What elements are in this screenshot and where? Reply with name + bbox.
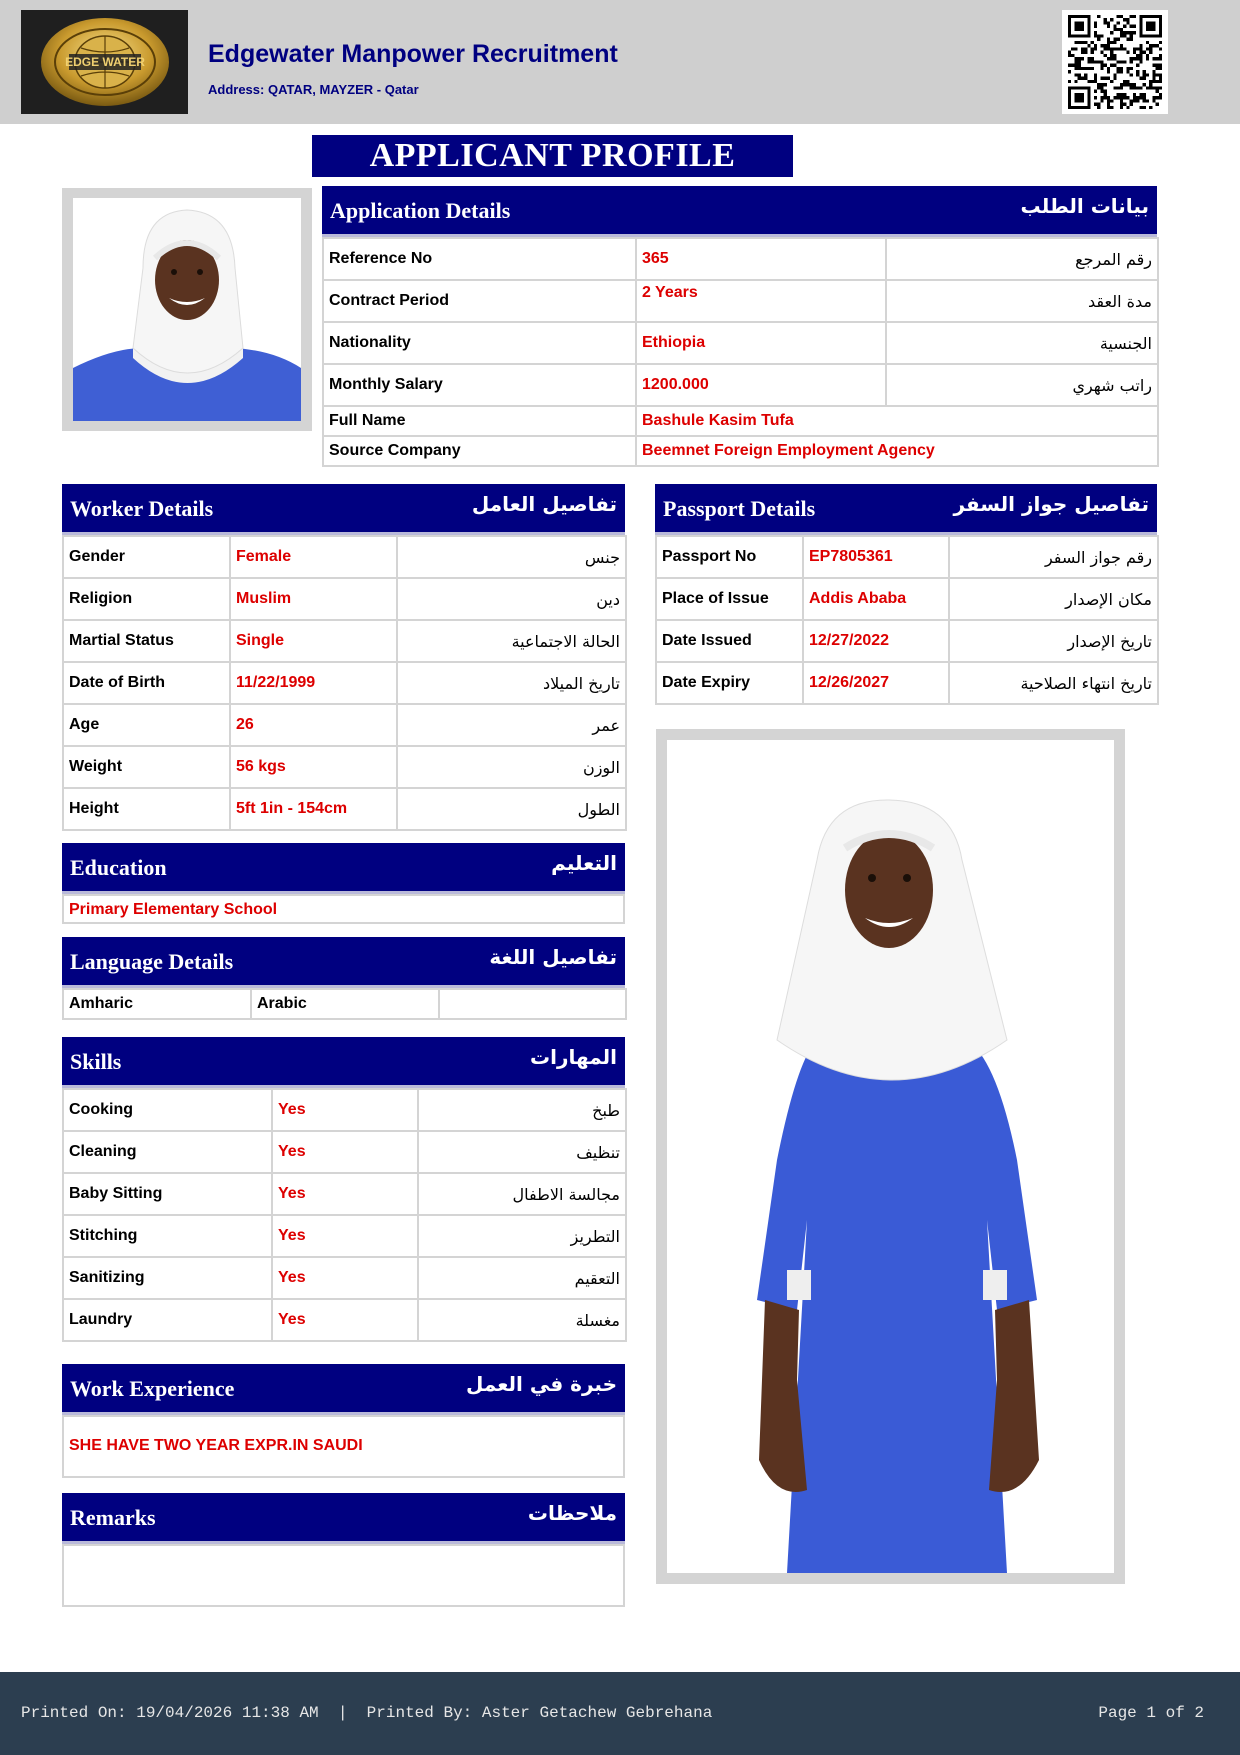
application-details-title-ar: بيانات الطلب (1020, 194, 1149, 218)
skill-value: Yes (272, 1173, 418, 1215)
place-of-issue-label: Place of Issue (656, 578, 803, 620)
age-value: 26 (230, 704, 397, 746)
passport-details-title-ar: تفاصيل جواز السفر (953, 492, 1149, 516)
table-row (63, 704, 626, 746)
contract-period-label: Contract Period (323, 280, 636, 322)
date-issued-label-ar: تاريخ الإصدار (949, 620, 1158, 662)
skill-label-ar: التطريز (418, 1215, 626, 1257)
worker-details-title: Worker Details (70, 496, 214, 521)
table-row (63, 1131, 626, 1173)
skills-table (62, 1088, 627, 1342)
source-company-value: Beemnet Foreign Employment Agency (636, 436, 1158, 466)
applicant-full-photo (667, 740, 1114, 1573)
skill-label-ar: التعقيم (418, 1257, 626, 1299)
table-row (63, 1257, 626, 1299)
skill-label: Laundry (63, 1299, 272, 1341)
qr-code[interactable] (1062, 10, 1168, 114)
date-expiry-value: 12/26/2027 (803, 662, 949, 704)
weight-value: 56 kgs (230, 746, 397, 788)
religion-label-ar: دين (397, 578, 626, 620)
skill-value: Yes (272, 1299, 418, 1341)
passport-no-label-ar: رقم جواز السفر (949, 536, 1158, 578)
remarks-header (62, 1493, 625, 1544)
education-title-ar: التعليم (551, 851, 617, 875)
skill-value: Yes (272, 1215, 418, 1257)
table-row (656, 662, 1158, 704)
skill-label-ar: طبخ (418, 1089, 626, 1131)
contract-period-label-ar: مدة العقد (886, 280, 1158, 322)
table-row (63, 788, 626, 830)
place-of-issue-value: Addis Ababa (803, 578, 949, 620)
contract-period-value: 2 Years (636, 280, 886, 322)
page-number: Page 1 of 2 (1098, 1704, 1204, 1722)
skills-header (62, 1037, 625, 1088)
skill-label-ar: تنظيف (418, 1131, 626, 1173)
date-expiry-label: Date Expiry (656, 662, 803, 704)
marital-status-label-ar: الحالة الاجتماعية (397, 620, 626, 662)
gender-value: Female (230, 536, 397, 578)
language-details-title: Language Details (70, 949, 234, 974)
weight-label: Weight (63, 746, 230, 788)
full-name-label: Full Name (323, 406, 636, 436)
gender-label-ar: جنس (397, 536, 626, 578)
education-value: Primary Elementary School (69, 901, 278, 918)
work-experience-title: Work Experience (70, 1376, 235, 1401)
table-row (63, 746, 626, 788)
passport-no-value: EP7805361 (803, 536, 949, 578)
gender-label: Gender (63, 536, 230, 578)
table-row (323, 436, 1158, 466)
date-expiry-label-ar: تاريخ انتهاء الصلاحية (949, 662, 1158, 704)
remarks-title-ar: ملاحظات (527, 1501, 617, 1525)
table-row (656, 620, 1158, 662)
table-row (63, 989, 626, 1019)
table-row (63, 620, 626, 662)
language-item: Amharic (63, 989, 251, 1019)
reference-no-label-ar: رقم المرجع (886, 238, 1158, 280)
passport-no-label: Passport No (656, 536, 803, 578)
application-details-header (322, 186, 1157, 237)
application-details-title: Application Details (330, 198, 511, 223)
place-of-issue-label-ar: مكان الإصدار (949, 578, 1158, 620)
language-item (439, 989, 626, 1019)
applicant-full-body-icon (667, 740, 1114, 1573)
monthly-salary-label: Monthly Salary (323, 364, 636, 406)
date-of-birth-value: 11/22/1999 (230, 662, 397, 704)
application-details-table (322, 237, 1159, 467)
table-row (323, 238, 1158, 280)
table-row (63, 578, 626, 620)
skill-value: Yes (272, 1131, 418, 1173)
work-experience-box (62, 1415, 625, 1478)
work-experience-value: SHE HAVE TWO YEAR EXPR.IN SAUDI (69, 1437, 363, 1454)
worker-details-table (62, 535, 627, 831)
language-item: Arabic (251, 989, 439, 1019)
date-of-birth-label: Date of Birth (63, 662, 230, 704)
age-label-ar: عمر (397, 704, 626, 746)
worker-details-header (62, 484, 625, 535)
reference-no-value: 365 (636, 238, 886, 280)
reference-no-label: Reference No (323, 238, 636, 280)
remarks-box (62, 1544, 625, 1607)
nationality-label: Nationality (323, 322, 636, 364)
full-name-value: Bashule Kasim Tufa (636, 406, 1158, 436)
page-footer (0, 1672, 1240, 1755)
source-company-label: Source Company (323, 436, 636, 466)
table-row (63, 1215, 626, 1257)
skill-label-ar: مغسلة (418, 1299, 626, 1341)
table-row (656, 578, 1158, 620)
company-address: Address: QATAR, MAYZER - Qatar (208, 82, 419, 97)
remarks-title: Remarks (70, 1505, 156, 1530)
table-row (63, 1089, 626, 1131)
logo-emblem-icon (35, 16, 175, 108)
table-row (63, 1173, 626, 1215)
height-label: Height (63, 788, 230, 830)
date-issued-value: 12/27/2022 (803, 620, 949, 662)
work-experience-title-ar: خبرة في العمل (466, 1372, 617, 1396)
svg-text:EDGE WATER: EDGE WATER (64, 55, 145, 69)
qr-code-icon (1067, 15, 1163, 109)
company-logo (21, 10, 188, 114)
language-details-header (62, 937, 625, 988)
height-value: 5ft 1in - 154cm (230, 788, 397, 830)
religion-value: Muslim (230, 578, 397, 620)
skill-label: Cooking (63, 1089, 272, 1131)
table-row (63, 662, 626, 704)
skill-value: Yes (272, 1089, 418, 1131)
table-row (323, 406, 1158, 436)
nationality-value: Ethiopia (636, 322, 886, 364)
education-header (62, 843, 625, 894)
education-value-box (62, 894, 625, 924)
skill-label: Sanitizing (63, 1257, 272, 1299)
nationality-label-ar: الجنسية (886, 322, 1158, 364)
religion-label: Religion (63, 578, 230, 620)
work-experience-header (62, 1364, 625, 1415)
applicant-full-photo-frame (656, 729, 1125, 1584)
table-row (323, 364, 1158, 406)
marital-status-label: Martial Status (63, 620, 230, 662)
page-header (0, 0, 1240, 124)
marital-status-value: Single (230, 620, 397, 662)
education-title: Education (70, 855, 167, 880)
applicant-portrait-icon (73, 198, 301, 421)
skills-title: Skills (70, 1049, 122, 1074)
skill-label-ar: مجالسة الاطفال (418, 1173, 626, 1215)
passport-details-title: Passport Details (663, 496, 816, 521)
language-details-title-ar: تفاصيل اللغة (489, 945, 617, 969)
age-label: Age (63, 704, 230, 746)
skill-value: Yes (272, 1257, 418, 1299)
height-label-ar: الطول (397, 788, 626, 830)
monthly-salary-value: 1200.000 (636, 364, 886, 406)
page-title: APPLICANT PROFILE (312, 135, 793, 177)
passport-details-header (655, 484, 1157, 535)
company-name: Edgewater Manpower Recruitment (208, 40, 618, 68)
table-row (323, 280, 1158, 322)
skill-label: Cleaning (63, 1131, 272, 1173)
applicant-photo (73, 198, 301, 421)
table-row (323, 322, 1158, 364)
skill-label: Baby Sitting (63, 1173, 272, 1215)
date-issued-label: Date Issued (656, 620, 803, 662)
weight-label-ar: الوزن (397, 746, 626, 788)
print-info: Printed On: 19/04/2026 11:38 AM | Printed By: Aster Getachew Gebrehana (21, 1704, 713, 1722)
passport-details-table (655, 535, 1159, 705)
skills-title-ar: المهارات (530, 1045, 617, 1069)
table-row (63, 1299, 626, 1341)
language-table (62, 988, 627, 1020)
worker-details-title-ar: تفاصيل العامل (471, 492, 617, 516)
applicant-photo-frame (62, 188, 312, 431)
monthly-salary-label-ar: راتب شهري (886, 364, 1158, 406)
table-row (63, 536, 626, 578)
skill-label: Stitching (63, 1215, 272, 1257)
date-of-birth-label-ar: تاريخ الميلاد (397, 662, 626, 704)
table-row (656, 536, 1158, 578)
